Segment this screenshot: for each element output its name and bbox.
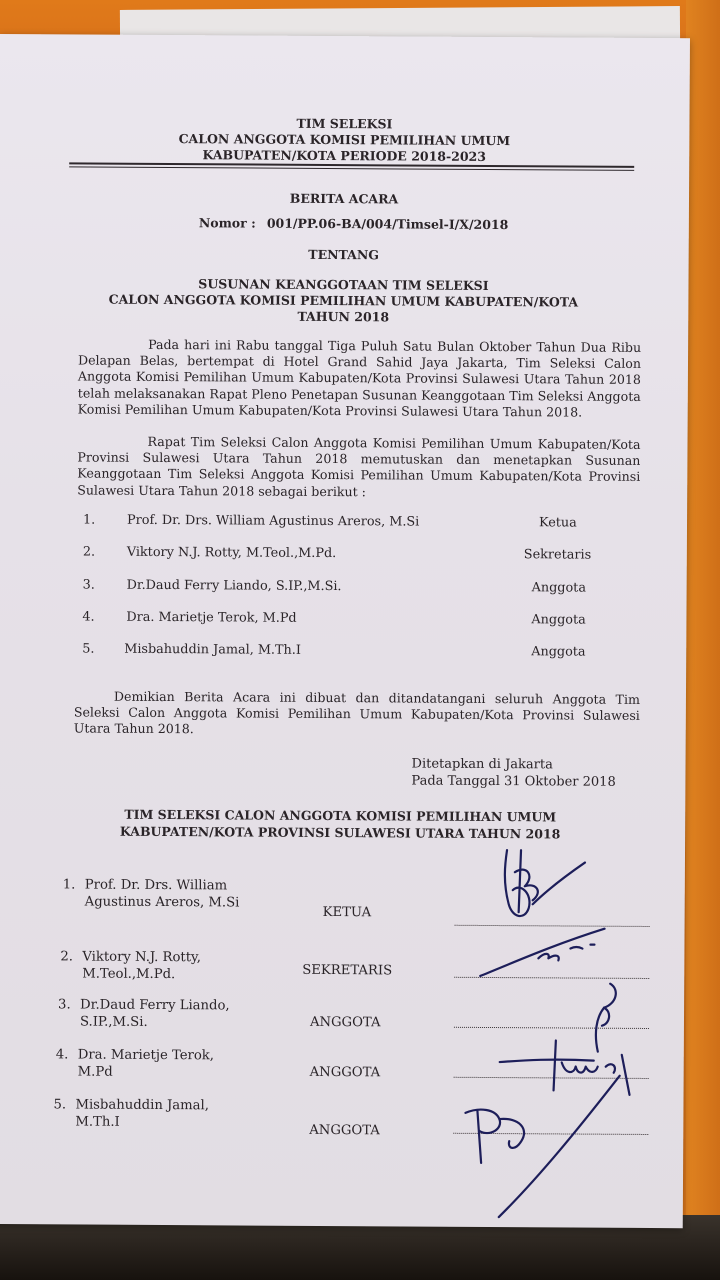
doc-title: BERITA ACARA xyxy=(289,190,399,207)
signer-number: 2. xyxy=(60,949,74,965)
member-number: 4. xyxy=(82,609,95,625)
tentang-label: TENTANG xyxy=(308,246,380,263)
signer-name: Viktory N.J. Rotty, M.Teol.,M.Pd. xyxy=(82,949,201,983)
signer-number: 1. xyxy=(62,877,76,893)
nomor-label: Nomor : xyxy=(198,215,256,231)
subject-line-3: TAHUN 2018 xyxy=(297,308,390,325)
signer-role: ANGGOTA xyxy=(309,1014,381,1031)
member-number: 2. xyxy=(82,544,96,560)
signer-number: 5. xyxy=(53,1097,67,1113)
paragraph-closing: Demikian Berita Acara ini dibuat dan ditandatangani seluruh Anggota Tim Seleksi Calon Anggota Komisi Pemilihan Umum Kabupaten/Kota Provinsi Sulawesi Utara Tahun 2018. xyxy=(73,688,640,737)
signer-name: Dra. Marietje Terok, M.Pd xyxy=(77,1047,215,1080)
subject-line-2: CALON ANGGOTA KOMISI PEMILIHAN UMUM KABUPATEN/KOTA xyxy=(108,291,579,310)
member-number: 1. xyxy=(82,512,96,528)
header-line-3: KABUPATEN/KOTA PERIODE 2018-2023 xyxy=(202,147,487,164)
signer-role: KETUA xyxy=(322,904,372,921)
signer-role: SEKRETARIS xyxy=(302,962,393,979)
member-role: Ketua xyxy=(538,515,577,531)
member-role: Sekretaris xyxy=(523,547,592,563)
paragraph-decision: Rapat Tim Seleksi Calon Anggota Komisi Pemilihan Umum Kabupaten/Kota Provinsi Sulawesi Utara Tahun 2018 memutuskan dan menetapkan Susunan Keanggotaan Tim Seleksi Anggota Komisi Pemilihan Umum Kabupaten/Kota Provinsi Sulawesi Utara Tahun 2018 sebagai berikut : xyxy=(77,433,641,499)
paragraph-opening: Pada hari ini Rabu tanggal Tiga Puluh Satu Bulan Oktober Tahun Dua Ribu Delapan Belas, bertempat di Hotel Grand Sahid Jaya Jakarta, Tim Seleksi Calon Anggota Komisi Pemilihan Umum Kabupaten/Kota Provinsi Sulawesi Utara Tahun 2018 telah melaksanakan Rapat Pleno Penetapan Susunan Keanggotaan Tim Seleksi Anggota Komisi Pemilihan Umum Kabupaten/Kota Provinsi Sulawesi Utara Tahun 2018. xyxy=(77,336,642,420)
header-line-2: CALON ANGGOTA KOMISI PEMILIHAN UMUM xyxy=(178,131,511,149)
member-name: Viktory N.J. Rotty, M.Teol.,M.Pd. xyxy=(126,544,337,562)
member-name: Dr.Daud Ferry Liando, S.IP.,M.Si. xyxy=(126,577,342,595)
member-role: Anggota xyxy=(531,644,586,660)
signer-role: ANGGOTA xyxy=(309,1064,381,1081)
signature-2 xyxy=(474,922,614,983)
place-line: Ditetapkan di Jakarta xyxy=(411,756,553,773)
document-page xyxy=(0,34,690,1228)
date-line: Pada Tanggal 31 Oktober 2018 xyxy=(411,773,616,790)
member-name: Dra. Marietje Terok, M.Pd xyxy=(126,609,297,626)
signature-5 xyxy=(459,1067,630,1228)
member-name: Prof. Dr. Drs. William Agustinus Areros, M.Si xyxy=(126,512,420,530)
signature-heading-2: KABUPATEN/KOTA PROVINSI SULAWESI UTARA TAHUN 2018 xyxy=(119,823,561,842)
member-role: Anggota xyxy=(531,612,586,628)
nomor-value: 001/PP.06-BA/004/Timsel-I/X/2018 xyxy=(266,215,509,233)
signer-number: 3. xyxy=(58,997,71,1013)
header-line-1: TIM SELEKSI xyxy=(296,115,393,132)
signature-1 xyxy=(485,842,606,933)
orange-background-right xyxy=(686,0,720,1280)
signer-name: Misbahuddin Jamal, M.Th.I xyxy=(75,1097,210,1130)
member-name: Misbahuddin Jamal, M.Th.I xyxy=(124,641,301,658)
member-number: 3. xyxy=(82,577,95,593)
signer-number: 4. xyxy=(55,1047,69,1063)
subject-line-1: SUSUNAN KEANGGOTAAN TIM SELEKSI xyxy=(198,276,489,293)
member-role: Anggota xyxy=(531,580,587,596)
signer-role: ANGGOTA xyxy=(309,1122,380,1139)
signature-heading-1: TIM SELEKSI CALON ANGGOTA KOMISI PEMILIHAN UMUM xyxy=(124,806,557,825)
member-number: 5. xyxy=(82,641,95,657)
signer-name: Prof. Dr. Drs. William Agustinus Areros, M.Si xyxy=(84,877,240,911)
signer-name: Dr.Daud Ferry Liando, S.IP.,M.Si. xyxy=(79,997,230,1030)
